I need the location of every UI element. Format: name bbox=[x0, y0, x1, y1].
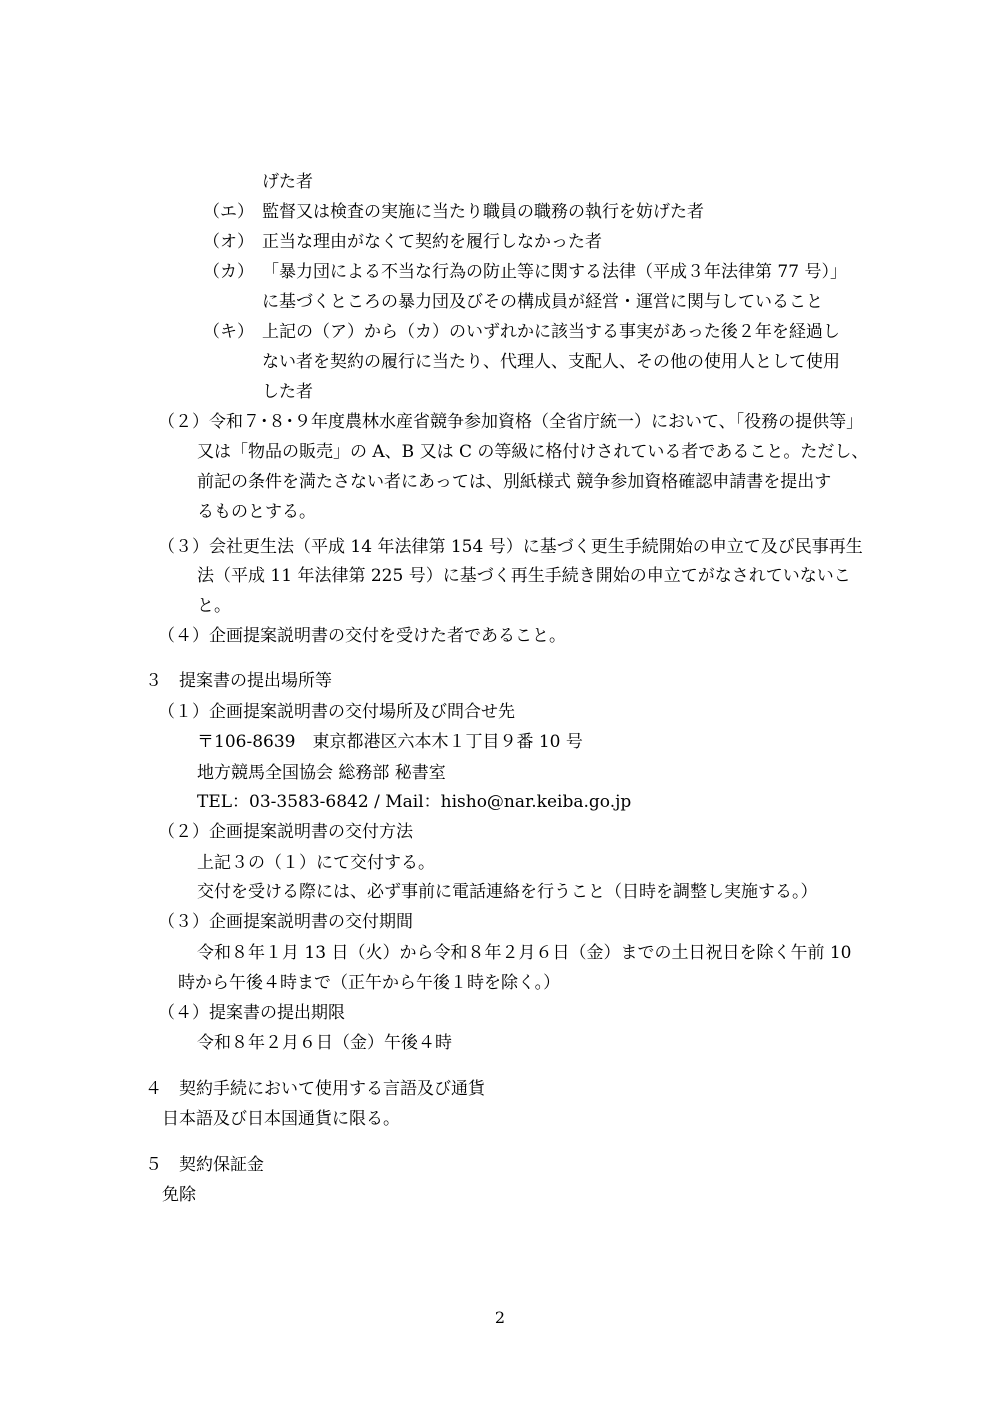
section-3-organization: 地方競馬全国協会 総務部 秘書室 bbox=[197, 763, 446, 783]
item-3-line2: 法（平成 11 年法律第 225 号）に基づく再生手続き開始の申立てがなされていないこ bbox=[197, 566, 851, 586]
item-o-text: 正当な理由がなくて契約を履行しなかった者 bbox=[262, 232, 602, 252]
item-ki-label: （キ） bbox=[203, 322, 254, 342]
section-3-sub2-heading: （２）企画提案説明書の交付方法 bbox=[158, 822, 413, 842]
item-d-continuation: げた者 bbox=[262, 172, 313, 192]
item-2-line2: 又は「物品の販売」の A、B 又は C の等級に格付けされている者であること。ただし、 bbox=[197, 442, 869, 462]
item-e-text: 監督又は検査の実施に当たり職員の職務の執行を妨げた者 bbox=[262, 202, 704, 222]
item-3-line3: と。 bbox=[197, 596, 231, 616]
item-o-label: （オ） bbox=[203, 232, 254, 252]
section-3-sub3-line2: 時から午後４時まで（正午から午後１時を除く。） bbox=[178, 973, 561, 993]
section-3-heading: ３ 提案書の提出場所等 bbox=[145, 671, 332, 691]
section-5-body: 免除 bbox=[162, 1185, 196, 1205]
item-ki-text-line1: 上記の（ア）から（カ）のいずれかに該当する事実があった後２年を経過し bbox=[262, 322, 840, 342]
item-4-line1: （４）企画提案説明書の交付を受けた者であること。 bbox=[158, 626, 566, 646]
item-2-line4: るものとする。 bbox=[197, 502, 316, 522]
item-ka-label: （カ） bbox=[203, 262, 254, 282]
item-ka-text-line2: に基づくところの暴力団及びその構成員が経営・運営に関与していること bbox=[262, 292, 823, 312]
section-3-address: 〒106-8639 東京都港区六本木１丁目９番 10 号 bbox=[197, 732, 583, 752]
item-2-line1: （２）令和７･８･９年度農林水産省競争参加資格（全省庁統一）において、「役務の提供等」 bbox=[158, 412, 864, 432]
item-3-line1: （３）会社更生法（平成 14 年法律第 154 号）に基づく更生手続開始の申立て及び民事再生 bbox=[158, 537, 863, 557]
section-3-sub4-line1: 令和８年２月６日（金）午後４時 bbox=[197, 1033, 452, 1053]
section-5-heading: ５ 契約保証金 bbox=[145, 1155, 264, 1175]
item-ki-text-line3: した者 bbox=[262, 382, 313, 402]
section-3-sub4-heading: （４）提案書の提出期限 bbox=[158, 1003, 345, 1023]
item-ka-text-line1: 「暴力団による不当な行為の防止等に関する法律（平成３年法律第 77 号）」 bbox=[262, 262, 847, 282]
section-4-heading: ４ 契約手続において使用する言語及び通貨 bbox=[145, 1079, 485, 1099]
section-3-sub2-line2: 交付を受ける際には、必ず事前に電話連絡を行うこと（日時を調整し実施する。） bbox=[197, 882, 818, 902]
item-e-label: （エ） bbox=[203, 202, 254, 222]
page-number: 2 bbox=[494, 1308, 506, 1327]
item-ki-text-line2: ない者を契約の履行に当たり、代理人、支配人、その他の使用人として使用 bbox=[262, 352, 840, 372]
section-3-sub3-line1: 令和８年１月 13 日（火）から令和８年２月６日（金）までの土日祝日を除く午前 10 bbox=[197, 943, 852, 963]
item-2-line3: 前記の条件を満たさない者にあっては、別紙様式 競争参加資格確認申請書を提出す bbox=[197, 472, 832, 492]
section-4-body: 日本語及び日本国通貨に限る。 bbox=[162, 1109, 400, 1129]
section-3-sub1-heading: （１）企画提案説明書の交付場所及び問合せ先 bbox=[158, 702, 515, 722]
section-3-contact: TEL：03-3583-6842 / Mail：hisho@nar.keiba.go.jp bbox=[197, 792, 632, 812]
section-3-sub3-heading: （３）企画提案説明書の交付期間 bbox=[158, 912, 413, 932]
section-3-sub2-line1: 上記３の（１）にて交付する。 bbox=[197, 853, 435, 873]
